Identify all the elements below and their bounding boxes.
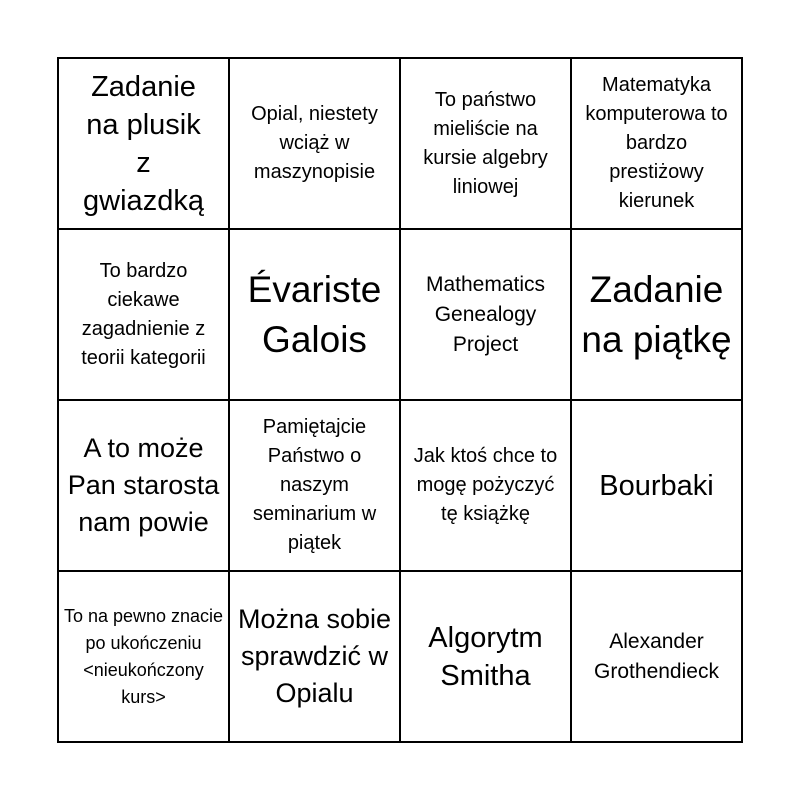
bingo-cell[interactable] (58, 400, 229, 571)
cell-text: To państwo mieliście na kursie algebry liniowej (423, 88, 548, 198)
bingo-cell[interactable] (229, 571, 400, 742)
bingo-board (57, 57, 743, 743)
cell-text: Mathematics Genealogy Project (425, 272, 546, 356)
bingo-cell[interactable] (571, 58, 742, 229)
bingo-cell[interactable] (229, 400, 400, 571)
bingo-cell[interactable] (229, 58, 400, 229)
bingo-cell[interactable] (400, 58, 571, 229)
cell-text: Zadanie na piątkę (581, 268, 732, 360)
cell-text: Jak ktoś chce to mogę pożyczyć tę książkę (413, 445, 558, 525)
cell-text: Alexander Grothendieck (594, 629, 719, 683)
bingo-cell[interactable] (58, 229, 229, 400)
cell-text: To na pewno znacie po ukończeniu <nieukończony kurs> (63, 605, 224, 707)
cell-text: Matematyka komputerowa to bardzo prestiżowy kierunek (585, 74, 728, 212)
bingo-cell[interactable] (571, 571, 742, 742)
bingo-cell[interactable] (571, 400, 742, 571)
cell-text: Można sobie sprawdzić w Opialu (237, 604, 392, 708)
cell-text: Zadanie na plusik z gwiazdką (83, 70, 204, 217)
cell-text: Pamiętajcie Państwo o naszym seminarium w piątek (252, 416, 377, 554)
bingo-cell[interactable] (400, 571, 571, 742)
cell-text: Évariste Galois (247, 268, 382, 360)
cell-text: Bourbaki (599, 469, 714, 502)
bingo-cell[interactable] (571, 229, 742, 400)
cell-text: Opial, niestety wciąż w maszynopisie (251, 103, 378, 183)
cell-text: Algorytm Smitha (428, 621, 543, 692)
bingo-cell[interactable] (400, 229, 571, 400)
bingo-cell[interactable] (58, 571, 229, 742)
bingo-cell[interactable] (229, 229, 400, 400)
cell-text: A to może Pan starosta nam powie (67, 433, 220, 537)
cell-text: To bardzo ciekawe zagadnienie z teorii kategorii (81, 259, 206, 369)
bingo-cell[interactable] (400, 400, 571, 571)
bingo-cell[interactable] (58, 58, 229, 229)
